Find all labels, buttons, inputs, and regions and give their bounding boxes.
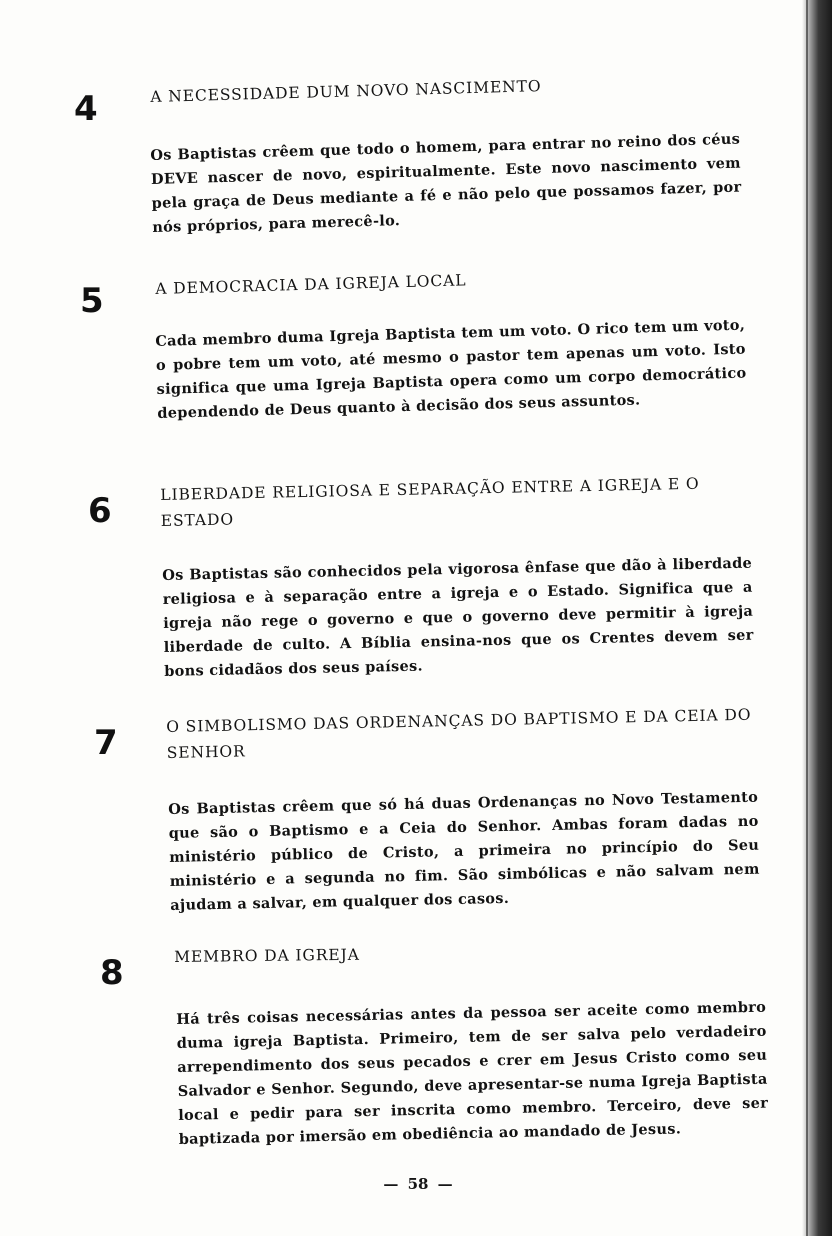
section-title: A DEMOCRACIA DA IGREJA LOCAL [155, 271, 467, 298]
footer-dash-left: — [383, 1175, 399, 1193]
section-text: Os Baptistas crêem que só há duas Ordenanças no Novo Testamento que são o Baptismo e a Ceia do Senhor. Ambas foram dadas no ministério público de Cristo, a primeira no princípio do Seu ministério e a segunda no fim. São simbólicas e não salvam nem ajudam a salvar, em qualquer dos casos. [168, 788, 760, 914]
section-title: O SIMBOLISMO DAS ORDENANÇAS DO BAPTISMO E DA CEIA DO SENHOR [166, 705, 752, 762]
section-number: 4 [74, 89, 98, 129]
section-title: A NECESSIDADE DUM NOVO NASCIMENTO [150, 77, 542, 106]
section-text: Cada membro duma Igreja Baptista tem um voto. O rico tem um voto, o pobre tem um voto, até mesmo o pastor tem apenas um voto. Isto significa que uma Igreja Baptista opera como um corpo democrático dependendo de Deus quanto à decisão dos seus assuntos. [155, 316, 747, 422]
section-text: Os Baptistas crêem que todo o homem, para entrar no reino dos céus DEVE nascer de novo, espiritualmente. Este novo nascimento vem pela graça de Deus mediante a fé e não pelo que possamos fazer, por nós próprios, para merecê-lo. [150, 130, 742, 236]
footer-dash-right: — [437, 1175, 453, 1193]
section-number: 8 [100, 953, 124, 993]
section-number: 7 [94, 723, 118, 763]
scan-edge-line [806, 0, 808, 1236]
section-title: LIBERDADE RELIGIOSA E SEPARAÇÃO ENTRE A IGREJA E O ESTADO [160, 474, 700, 530]
section-text: Os Baptistas são conhecidos pela vigorosa ênfase que dão à liberdade religiosa e à separação entre a igreja e o Estado. Significa que a igreja não rege o governo e que o governo deve permitir à igreja liberdade de culto. A Bíblia ensina-nos que os Crentes devem ser bons cidadãos dos seus países. [162, 554, 754, 680]
section-text: Há três coisas necessárias antes da pessoa ser aceite como membro duma igreja Baptista. Primeiro, tem de ser salva pelo verdadeiro arrependimento dos seus pecados e crer em Jesus Cristo como seu Salvador e Senhor. Segundo, deve apresentar-se numa Igreja Baptista local e pedir para ser inscrita como membro. Terceiro, deve ser baptizada por imersão em obediência ao mandado de Jesus. [176, 998, 769, 1148]
section-number: 6 [88, 491, 112, 531]
section-title: MEMBRO DA IGREJA [174, 945, 360, 966]
page-number: 58 [407, 1175, 429, 1193]
page-footer [0, 1175, 832, 1193]
section-number: 5 [80, 281, 104, 321]
